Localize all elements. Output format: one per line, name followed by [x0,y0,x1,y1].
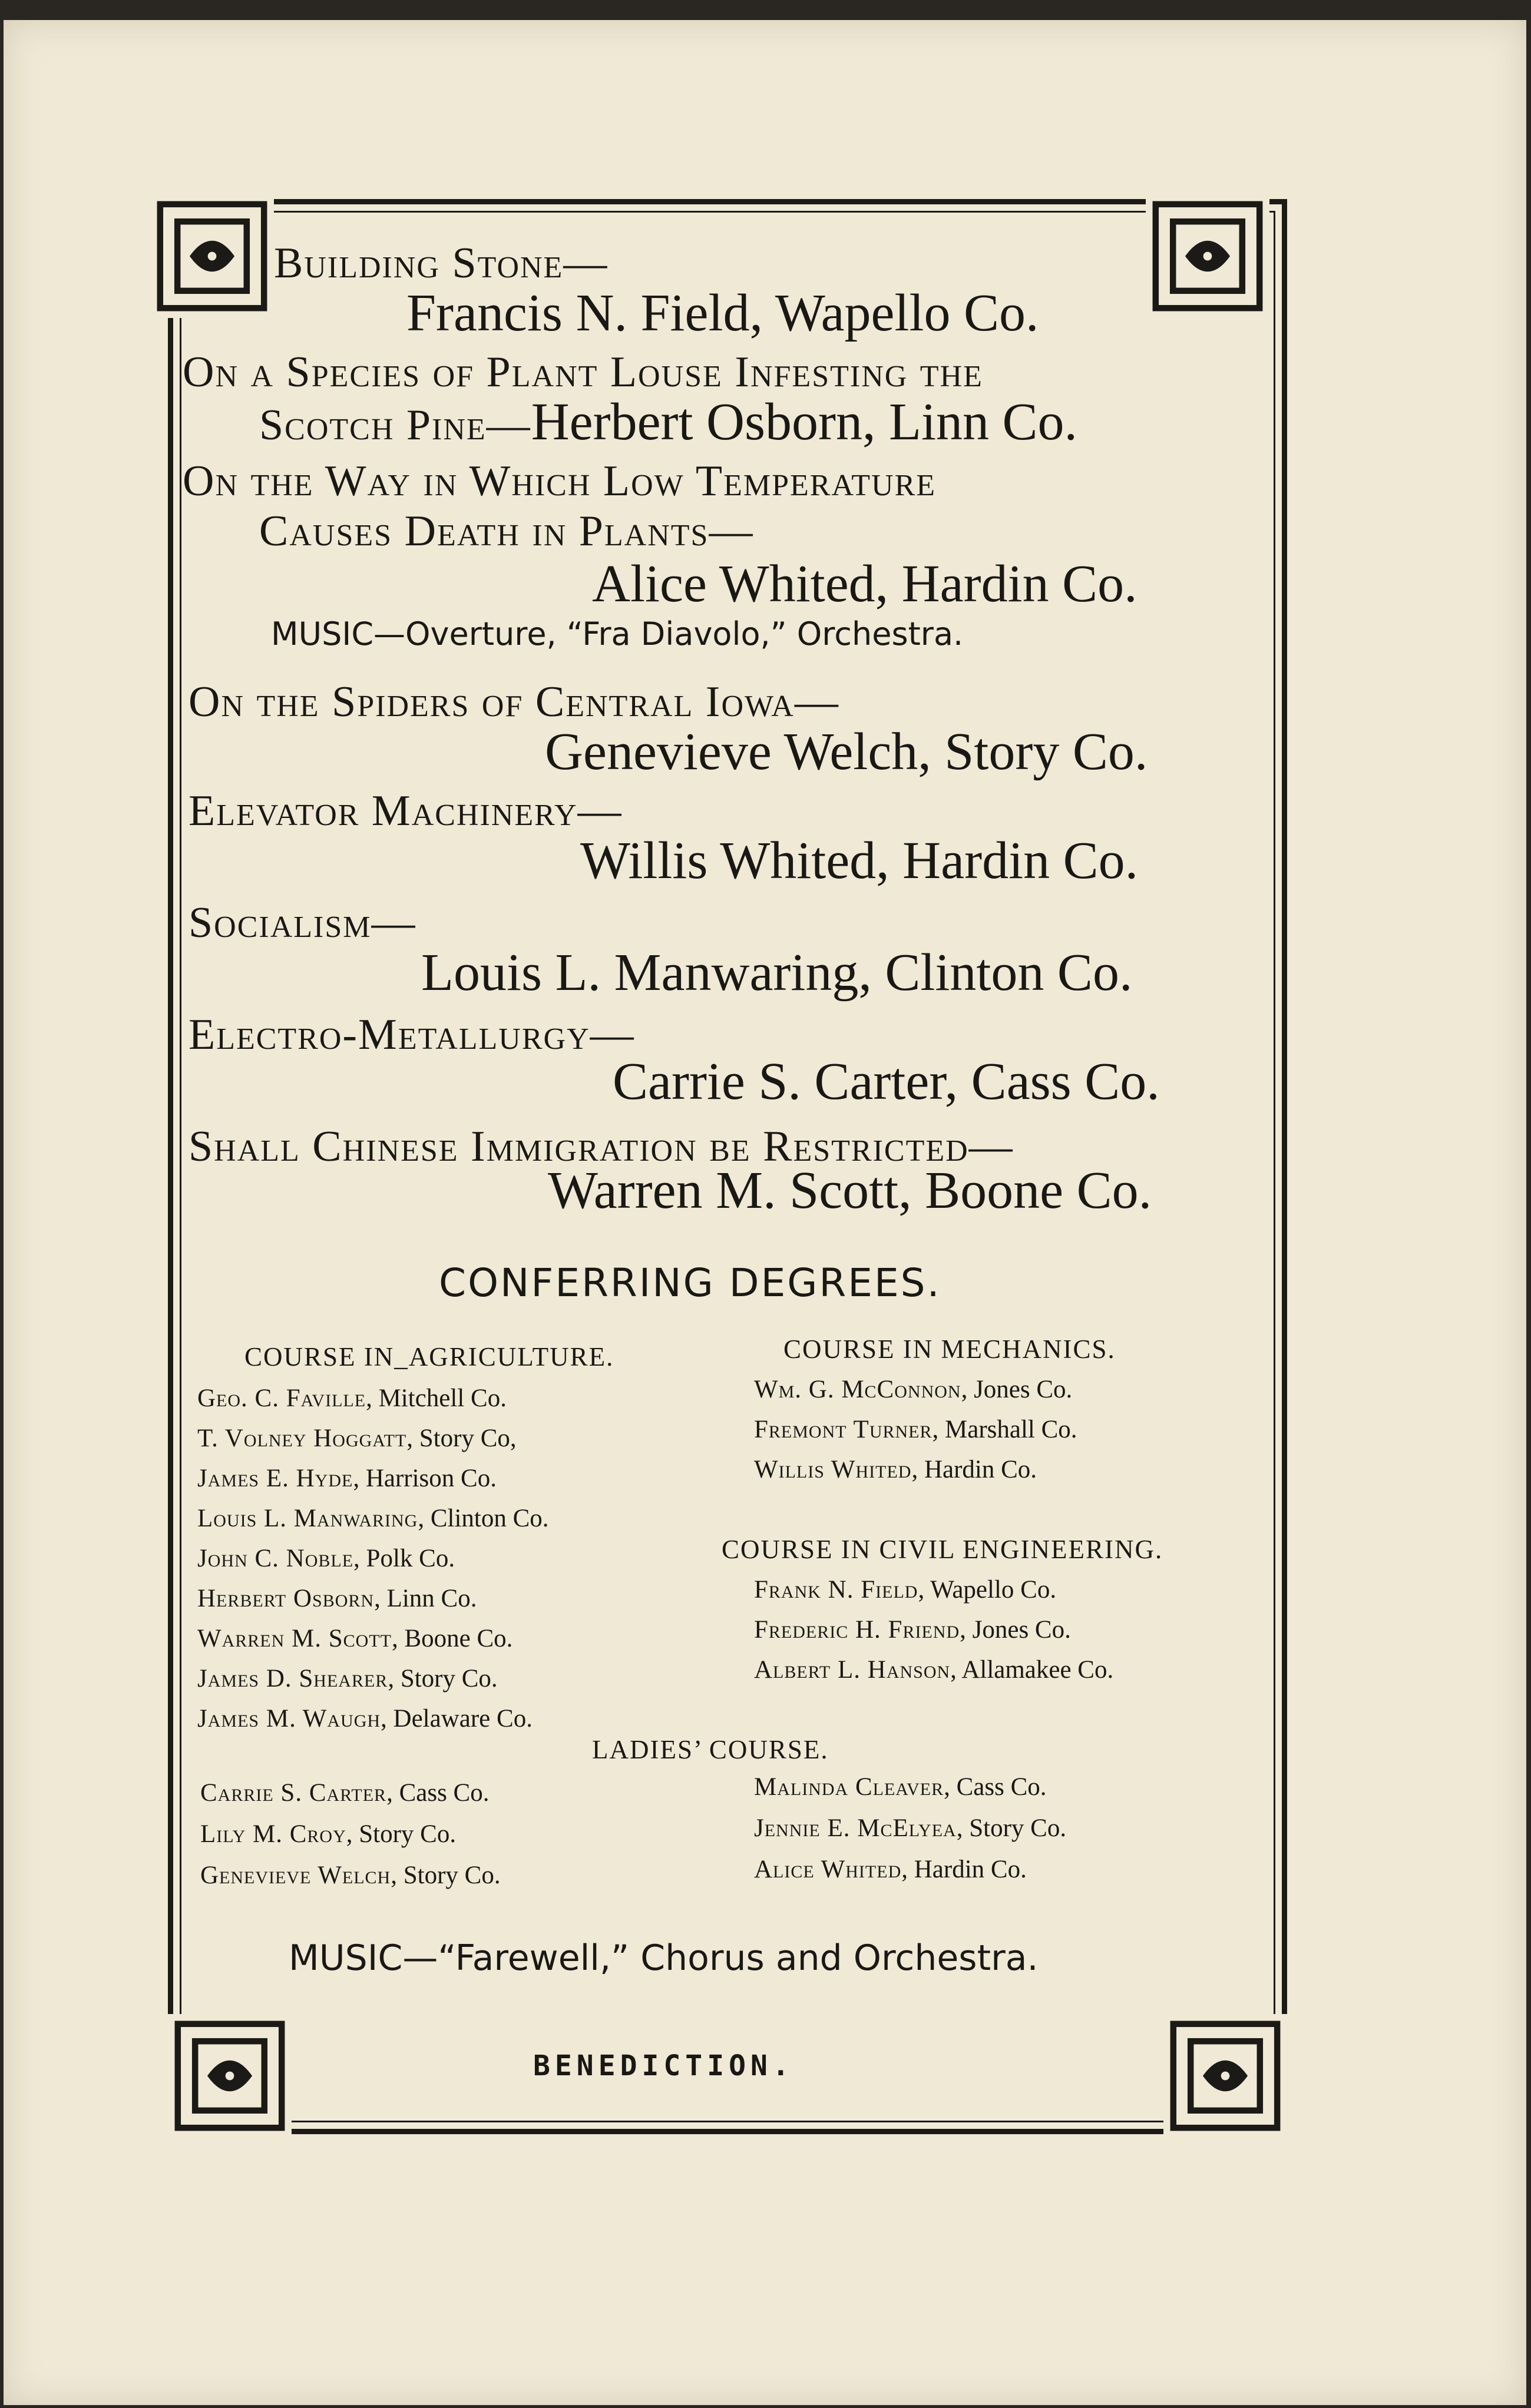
graduate-entry: Lily M. Croy, Story Co. [200,1820,457,1848]
graduate-name: Fremont Turner [754,1416,933,1443]
corner-ornament-icon [168,2014,292,2138]
graduate-county: Harrison Co. [365,1465,497,1492]
benediction: BENEDICTION. [533,2049,794,2082]
graduate-name: Carrie S. Carter [200,1779,387,1807]
graduate-entry: John C. Noble, Polk Co. [197,1545,455,1572]
graduate-entry: Willis Whited, Hardin Co. [754,1456,1037,1483]
graduate-name: Frederic H. Friend [754,1616,960,1644]
corner-ornament-icon [150,194,274,318]
graduate-entry: Warren M. Scott, Boone Co. [197,1625,513,1652]
graduate-entry: Genevieve Welch, Story Co. [200,1862,501,1889]
graduate-county: Marshall Co. [945,1416,1077,1443]
graduate-county: Story Co. [359,1820,457,1848]
graduate-entry: Louis L. Manwaring, Clinton Co. [197,1505,549,1532]
program-title: Electro-Metallurgy— [189,1011,635,1059]
graduate-county: Story Co, [419,1425,517,1452]
graduate-entry: Fremont Turner, Marshall Co. [754,1416,1077,1443]
program-title: Building Stone— [274,239,609,287]
graduate-county: Jones Co. [972,1616,1071,1644]
program-author: Willis Whited, Hardin Co. [580,832,1139,890]
course-heading: LADIES’ COURSE. [592,1735,829,1764]
graduate-name: Malinda Cleaver [754,1773,944,1801]
graduate-name: Geo. C. Faville [197,1384,366,1412]
corner-ornament-icon [1146,194,1269,318]
graduate-name: Herbert Osborn [197,1585,375,1612]
graduate-county: Wapello Co. [930,1576,1057,1604]
graduate-county: Linn Co. [386,1585,477,1612]
graduate-county: Cass Co. [956,1773,1047,1801]
graduate-county: Story Co. [403,1862,501,1889]
graduate-name: Louis L. Manwaring [197,1505,418,1532]
program-author: Warren M. Scott, Boone Co. [548,1161,1152,1220]
graduate-name: Lily M. Croy [200,1820,346,1848]
program-title: On a Species of Plant Louse Infesting the [183,348,983,396]
graduate-county: Boone Co. [404,1625,513,1652]
program-author: Francis N. Field, Wapello Co. [406,284,1039,342]
graduate-county: Hardin Co. [914,1856,1027,1883]
program-title: Socialism— [189,899,416,947]
graduate-entry: James D. Shearer, Story Co. [197,1665,498,1692]
corner-ornament-icon [1163,2014,1287,2138]
graduate-name: Alice Whited [754,1856,902,1883]
graduate-county: Clinton Co. [430,1505,549,1532]
graduate-entry: Frank N. Field, Wapello Co. [754,1576,1057,1604]
graduate-county: Polk Co. [366,1545,455,1572]
program-title: Shall Chinese Immigration be Restricted— [189,1122,1014,1171]
program-author: Carrie S. Carter, Cass Co. [613,1052,1160,1111]
graduate-name: Frank N. Field [754,1576,918,1604]
graduate-name: Warren M. Scott [197,1625,392,1652]
graduate-name: James E. Hyde [197,1465,353,1492]
program-author: Alice Whited, Hardin Co. [592,555,1137,613]
graduate-county: Hardin Co. [924,1456,1037,1483]
graduate-county: Story Co. [400,1665,498,1692]
program-author: Louis L. Manwaring, Clinton Co. [421,943,1133,1002]
graduate-entry: Wm. G. McConnon, Jones Co. [754,1376,1073,1403]
graduate-entry: Geo. C. Faville, Mitchell Co. [197,1384,507,1412]
graduate-county: Delaware Co. [393,1705,533,1733]
graduate-entry: Albert L. Hanson, Allamakee Co. [754,1656,1114,1684]
program-title: On the Spiders of Central Iowa— [189,678,839,726]
program-title: Scotch Pine— [259,401,531,449]
course-heading: COURSE IN_AGRICULTURE. [244,1342,614,1372]
graduate-name: Albert L. Hanson [754,1656,951,1684]
graduate-entry: James M. Waugh, Delaware Co. [197,1705,533,1733]
graduate-entry: Malinda Cleaver, Cass Co. [754,1773,1047,1801]
graduate-name: Willis Whited [754,1456,912,1483]
music-interlude: MUSIC—Overture, “Fra Diavolo,” Orchestra. [271,615,964,652]
program-title-cont [259,392,1077,452]
graduate-entry: Alice Whited, Hardin Co. [754,1856,1027,1883]
program-author: Herbert Osborn, Linn Co. [531,393,1078,451]
program-title: On the Way in Which Low Temperature [183,457,937,505]
graduate-entry: James E. Hyde, Harrison Co. [197,1465,497,1492]
program-author: Genevieve Welch, Story Co. [545,723,1148,781]
program-title: Causes Death in Plants— [259,507,754,555]
graduate-entry: Carrie S. Carter, Cass Co. [200,1779,490,1807]
graduate-entry: Frederic H. Friend, Jones Co. [754,1616,1071,1644]
graduate-county: Jones Co. [974,1376,1073,1403]
graduate-name: T. Volney Hoggatt [197,1425,407,1452]
graduate-entry: T. Volney Hoggatt, Story Co, [197,1425,517,1452]
graduate-name: James D. Shearer [197,1665,388,1692]
course-heading: COURSE IN MECHANICS. [783,1334,1116,1364]
course-heading: COURSE IN CIVIL ENGINEERING. [722,1535,1163,1564]
graduate-county: Allamakee Co. [961,1656,1114,1684]
graduate-name: Jennie E. McElyea [754,1814,957,1842]
graduate-county: Story Co. [969,1814,1067,1842]
graduate-entry: Herbert Osborn, Linn Co. [197,1585,477,1612]
graduate-entry: Jennie E. McElyea, Story Co. [754,1814,1067,1842]
degrees-heading: CONFERRING DEGREES. [439,1260,941,1306]
graduate-name: Wm. G. McConnon [754,1376,961,1403]
closing-music: MUSIC—“Farewell,” Chorus and Orchestra. [289,1937,1039,1979]
graduate-name: James M. Waugh [197,1705,381,1733]
graduate-name: John C. Noble [197,1545,354,1572]
graduate-county: Mitchell Co. [378,1384,507,1412]
program-title: Elevator Machinery— [189,787,623,835]
graduate-name: Genevieve Welch [200,1862,391,1889]
graduate-county: Cass Co. [399,1779,490,1807]
